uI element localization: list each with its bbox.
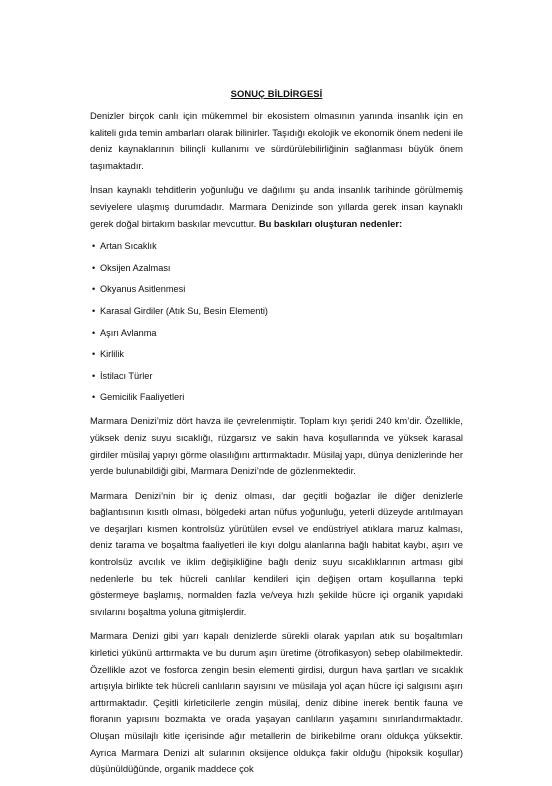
list-item [92, 305, 463, 317]
bullet-icon: • [92, 349, 96, 360]
pressure-causes-list [90, 240, 463, 403]
list-item [92, 240, 463, 252]
bullet-icon: • [92, 370, 96, 381]
paragraph-pressures-text: İnsan kaynaklı tehditlerin yoğunluğu ve dağılımı şu anda insanlık tarihinde görülmemiş seviyelere ulaşmış durumdadır. Marmara Denizinde son yıllarda gerek insan kaynaklı gerek doğal birtakım baskılar mevcuttur. [90, 184, 463, 229]
paragraph-eutrophication: Marmara Denizi gibi yarı kapalı denizlerde sürekli olarak yapılan atık su boşaltımları kirletici yükünü arttırmakta ve bu durum aşırı üretime (ötrofikasyon) sebep olabilmektedir. Özellikle azot ve fosforca zengin besin elementi girdisi, durgun hava şartları ve sıcaklık artışıyla birlikte tek hücreli canlıların sayısını ve müsilaja yol açan hücre içi salgısını aşırı arttırmaktadır. Çeşitli kirleticilerle zengin müsilaj, deniz dibine inerek bentik fauna ve floranın yapısını bozmakta ve orada yaşayan canlıların yaşamını sınırlandırmaktadır. Oluşan müsilajlı kitle içerisinde ağır metallerin de birikebilme oranı oldukça yüksektir. Ayrıca Marmara Denizi alt sularının oksijence oldukça fakir olduğu (hipoksik koşullar) düşünüldüğünde, organik maddece çok [90, 630, 463, 775]
paragraph-inner-sea-causes: Marmara Denizi’nin bir iç deniz olması, dar geçitli boğazlar ile diğer denizlerle bağlantısının kısıtlı olması, bölgedeki artan nüfus yoğunluğu, yeterli düzeyde arıtılmayan ve deşarjları kısmen kontrolsüz yürütülen evsel ve endüstriyel atıklara maruz kalması, deniz tarama ve boşaltma faaliyetleri ile kıyı dolgu alanlarına bağlı habitat kaybı, aşırı ve kontrolsüz avcılık ve iklim değişikliğine bağlı deniz suyu sıcaklıklarının artması gibi nedenlerle bu tek hücreli canlılar kendileri için değişen ortam koşullarına tepki göstermeye başlamış, normalden fazla ve/veya hızlı şekilde hücre içi organik yapıdaki sıvılarını boşaltma yoluna gitmişlerdir. [90, 489, 463, 617]
list-item-text: Aşırı Avlanma [100, 327, 157, 338]
list-item [92, 262, 463, 274]
list-item-text: Karasal Girdiler (Atık Su, Besin Elementi) [100, 305, 268, 316]
list-item [92, 348, 463, 360]
list-item [92, 370, 463, 382]
document-title: SONUÇ BİLDİRGESİ [230, 88, 323, 99]
paragraph-pressures-bold: Bu baskıları oluşturan nedenler: [258, 217, 403, 229]
list-item-text: Oksijen Azalması [100, 262, 171, 273]
bullet-icon: • [92, 327, 96, 338]
list-item [92, 391, 463, 403]
paragraph-pressures [90, 182, 463, 232]
list-item [92, 283, 463, 295]
list-item-text: Gemicilik Faaliyetleri [100, 392, 185, 403]
document-body [90, 88, 463, 786]
bullet-icon: • [92, 392, 96, 403]
paragraph-marmara-basins: Marmara Denizi’miz dört havza ile çevrelenmiştir. Toplam kıyı şeridi 240 km’dir. Özellikle, yüksek deniz suyu sıcaklığı, rüzgarsız ve sakin hava koşullarında ve yüksek karasal girdiler müsilaj yapıyı görme olasılığını arttırmaktadır. Müsilaj yapı, dünya denizlerinde her yerde bulunabildiği gibi, Marmara Denizi’nde de gözlenmektedir. [90, 415, 463, 477]
bullet-icon: • [92, 241, 96, 252]
list-item-text: İstilacı Türler [100, 370, 153, 381]
bullet-icon: • [92, 284, 96, 295]
list-item-text: Kirlilik [100, 349, 124, 360]
paragraph-intro: Denizler birçok canlı için mükemmel bir ekosistem olmasının yanında insanlık için en kaliteli gıda temin ambarları olarak bilinirler. Taşıdığı ekolojik ve ekonomik önem nedeni ile deniz kaynaklarının bilinçli kullanımı ve sürdürülebilirliğinin sağlanması büyük önem taşımaktadır. [90, 110, 463, 171]
list-item-text: Artan Sıcaklık [100, 241, 157, 252]
bullet-icon: • [92, 262, 96, 273]
list-item [92, 327, 463, 339]
list-item-text: Okyanus Asitlenmesi [100, 284, 186, 295]
bullet-icon: • [92, 305, 96, 316]
